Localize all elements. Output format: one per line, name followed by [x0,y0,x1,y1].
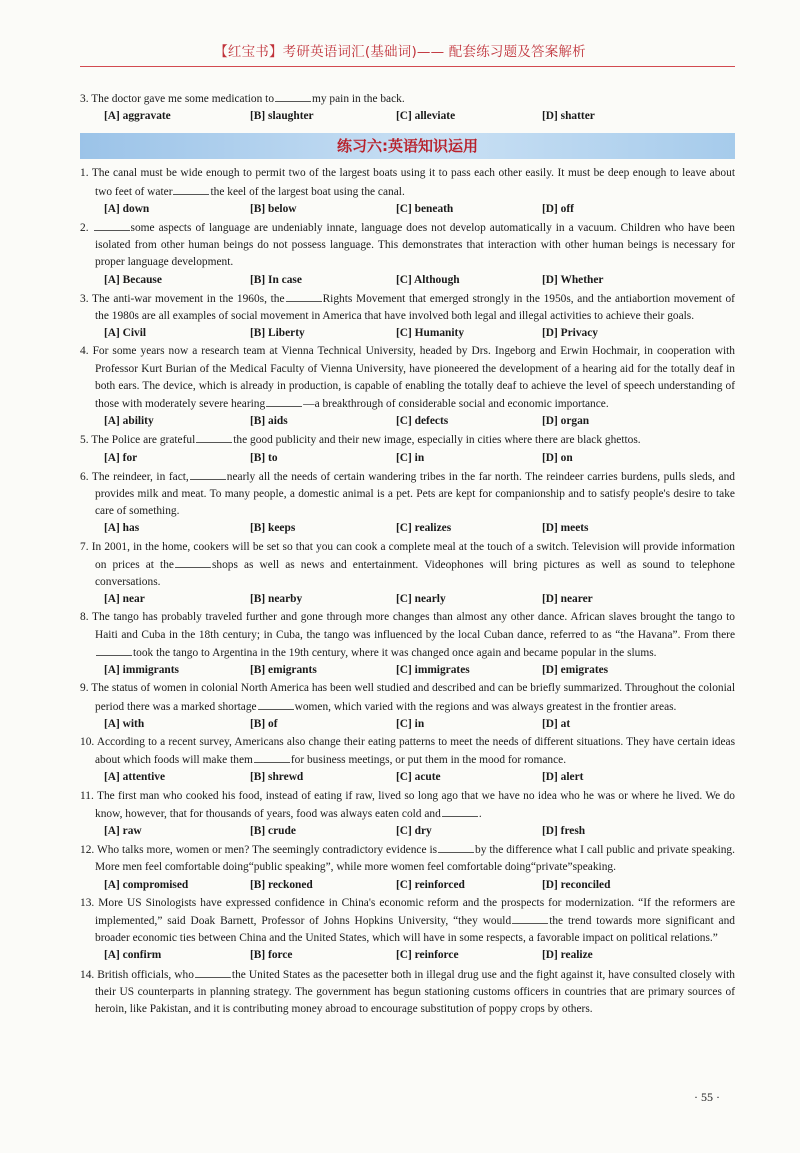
question-after: took the tango to Argentina in the 19th century, where it was changed once again and became popular in the slums. [133,646,657,659]
question-before: According to a recent survey, Americans also change their eating patterns to meet the needs of different situations. They have certain ideas about which foods will make them [95,735,736,767]
options-row [80,877,735,894]
question-item [80,219,735,289]
question-list [80,165,735,1018]
question-number: 5. [80,434,89,447]
option: [B] aids [250,415,288,428]
question-before: The anti-war movement in the 1960s, the [92,292,285,305]
question-item [80,895,735,965]
answer-blank [275,90,311,102]
question-number: 8. [80,611,89,624]
question-text [80,219,735,272]
question-number: 10. [80,735,95,748]
question-text [80,90,735,108]
question-item [80,609,735,679]
question-before: The first man who cooked his food, instead of eating if raw, lived so long ago that we have no idea who he was or where he lived. We do know, however, that for thousands of years, food was always eaten cold and [95,789,735,820]
options-row [80,716,735,733]
option: [B] crude [250,824,296,837]
answer-blank [254,751,290,763]
question-item [80,841,735,894]
option: [A] compromised [104,878,189,891]
option: [C] alleviate [396,110,456,123]
option: [B] slaughter [250,110,314,123]
option: [C] nearly [396,593,446,606]
question-before: The canal must be wide enough to permit two of the largest boats using it to pass each other easily. It must be deep enough to leave about two feet of water [91,167,735,198]
option: [D] nearer [542,593,593,606]
answer-blank [442,805,478,817]
option: [C] beneath [396,202,454,215]
option: [D] on [542,451,573,464]
option: [B] to [250,451,278,464]
question-after: the United States as the pacesetter both in illegal drug use and the fight against it, have consulted closely with their US counterparts in planning strategy. The government has begun stationing customs officers in countries that are primary sources of heroin, like Pakistan, and it is contributing money abroad to encourage substitution of poppy crops by others. [95,968,735,1015]
answer-blank [196,431,232,443]
question-text [80,966,735,1019]
question-before: The Police are grateful [91,434,196,447]
option: [A] aggravate [104,110,171,123]
question-before: For some years now a research team at Vienna Technical University, headed by Drs. Ingeborg and Erwin Hochmair, in cooperation with Professor Kurt Burian of the Medical Faculty of Vienna University, have pioneered the development of a hearing aid for the totally deaf in both ears. The device, which is already in production, is capable of enabling the totally deaf to achieve the level of speech understanding of those with moderately severe hearing [92,345,735,411]
option: [A] near [104,593,145,606]
question-after: for business meetings, or put them in the mood for romance. [290,754,567,767]
question-item [80,468,735,538]
question-text [80,788,735,823]
options-row [80,413,735,430]
section-title-bar: 练习六:英语知识运用 [80,133,735,159]
question-item [80,788,735,841]
question-text [80,468,735,521]
option: [D] realize [542,949,593,962]
option: [A] Civil [104,327,147,340]
question-after: the trend towards more significant and broader economic ties between China and the United States, which will have in some respects, a favorable impact on political relations.” [95,914,736,945]
question-after: my pain in the back. [312,93,405,105]
option: [B] In case [250,273,302,286]
question-number: 4. [80,345,89,358]
question-before: The reindeer, in fact, [91,470,189,483]
question-item [80,343,735,430]
options-row [80,823,735,840]
answer-blank [512,912,548,924]
question-before: In 2001, in the home, cookers will be set so that you can cook a complete meal at the touch of a switch. Television will provide information on prices at the [91,540,735,571]
question-after: nearly all the needs of certain wandering tribes in the far north. The reindeer carries burdens, pulls sleds, and provides milk and meat. To many people, a domestic animal is a pet. Pets are kept for companionship and to satisfy people's desire to take care of something. [95,470,735,518]
question-text [80,841,735,876]
option: [C] reinforce [396,949,459,962]
question-number: 12. [80,844,95,857]
option: [D] alert [542,771,584,784]
answer-blank [175,556,211,568]
option: [C] immigrates [396,664,470,677]
option: [B] reckoned [250,878,313,891]
option: [C] in [396,717,425,730]
question-after: the good publicity and their new image, especially in cities where there are black ghettos. [233,434,641,447]
question-after: shops as well as news and entertainment. Videophones will bring pictures as well as sound to telephone conversations. [95,558,735,589]
answer-blank [266,395,302,407]
options-row [80,201,735,218]
question-number: 2. [80,222,89,235]
options-row [80,769,735,786]
question-text [80,290,735,325]
option: [A] with [104,717,145,730]
question-item [80,966,735,1019]
option: [A] confirm [104,949,162,962]
option: [C] dry [396,824,432,837]
option: [C] realizes [396,522,452,535]
option: [D] at [542,717,571,730]
page-number: · 55 · [694,1090,720,1104]
options-row [80,272,735,289]
option: [C] acute [396,771,441,784]
question-before: The tango has probably traveled further and gone through more changes than almost any other dance. African slaves brought the tango to Haiti and Cuba in the 18th century; in Cuba, the tango was influenced by the local Cuban dance, referred to as “the Havana”. From there [92,611,735,641]
option: [A] ability [104,415,154,428]
question-number: 11. [80,789,94,802]
question-item [80,539,735,609]
question-before: British officials, who [97,968,194,981]
option: [B] keeps [250,522,296,535]
previous-question [80,90,735,125]
option: [D] fresh [542,824,586,837]
option: [B] below [250,202,297,215]
question-after: Rights Movement that emerged strongly in the 1950s, and the antiabortion movement of the 1980s are all examples of social movement in America that have involved both legal and illegal activities to achieve their goals. [95,292,735,323]
answer-blank [173,183,209,195]
option: [A] for [104,451,138,464]
answer-blank [438,841,474,853]
option: [B] emigrants [250,664,317,677]
question-after: by the difference what I call public and private speaking. More men feel comfortable doing“public speaking”, while more women feel comfortable doing“private”speaking. [95,844,735,874]
answer-blank [195,966,231,978]
option: [C] Although [396,273,460,286]
question-number: 9. [80,682,89,695]
option: [A] attentive [104,771,166,784]
option: [B] force [250,949,293,962]
question-text [80,609,735,662]
option: [A] has [104,522,140,535]
question-number: 1. [80,167,89,180]
question-text [80,431,735,449]
option: [D] meets [542,522,589,535]
answer-blank [96,644,132,656]
option: [C] defects [396,415,449,428]
options-row [80,520,735,537]
option: [D] off [542,202,574,215]
answer-blank [190,468,226,480]
answer-blank [258,698,294,710]
question-after: some aspects of language are undeniably innate, language does not develop automatically in a vacuum. Children who have been isolated from other human beings do not possess language. This demonstrates that interaction with other human beings is necessary for proper language development. [95,222,735,269]
question-item [80,734,735,787]
question-text [80,343,735,413]
option: [D] reconciled [542,878,611,891]
question-after: . [478,807,482,820]
question-text [80,680,735,715]
options-row [80,662,735,679]
question-after: the keel of the largest boat using the canal. [210,185,405,198]
option: [A] immigrants [104,664,179,677]
option: [D] emigrates [542,664,609,677]
options-row [80,591,735,608]
option: [D] Whether [542,273,604,286]
question-before: More US Sinologists have expressed confidence in China's economic reform and the prospects for modernization. “If the reformers are implemented,” said Doak Barnett, Professor of Johns Hopkins University, “they would [95,896,735,927]
option: [D] shatter [542,110,595,123]
question-item [80,290,735,343]
question-number: 14. [80,968,95,981]
question-text [80,895,735,948]
options-row [80,947,735,964]
option: [A] raw [104,824,142,837]
question-text [80,165,735,200]
answer-blank [286,290,322,302]
options-row [80,108,735,125]
question-item [80,431,735,466]
option: [D] Privacy [542,327,598,340]
question-item [80,680,735,733]
question-number: 3. [80,292,89,305]
question-after: —a breakthrough of considerable social and economic importance. [303,398,609,411]
question-before: The doctor gave me some medication to [91,93,275,105]
answer-blank [94,219,130,231]
question-before: The status of women in colonial North America has been well studied and described and can be briefly summarized. Throughout the colonial period there was a marked shortage [91,682,735,713]
question-text [80,539,735,592]
option: [B] nearby [250,593,303,606]
question-text [80,734,735,769]
option: [A] Because [104,273,162,286]
question-before: Who talks more, women or men? The seemingly contradictory evidence is [96,844,438,857]
option: [C] Humanity [396,327,465,340]
option: [B] of [250,717,278,730]
question-number: 7. [80,540,89,553]
page-content [80,90,735,1018]
question-number: 3. [80,93,89,105]
question-after: women, which varied with the regions and was always greatest in the frontier areas. [294,700,677,713]
option: [C] in [396,451,425,464]
option: [B] shrewd [250,771,304,784]
question-number: 13. [80,896,95,909]
options-row [80,325,735,342]
page-header: 【红宝书】考研英语词汇(基础词)—— 配套练习题及答案解析 [214,44,586,60]
question-number: 6. [80,470,89,483]
option: [A] down [104,202,150,215]
option: [D] organ [542,415,590,428]
options-row [80,450,735,467]
option: [C] reinforced [396,878,465,891]
option: [B] Liberty [250,327,305,340]
question-item [80,165,735,218]
header-divider [80,66,735,67]
